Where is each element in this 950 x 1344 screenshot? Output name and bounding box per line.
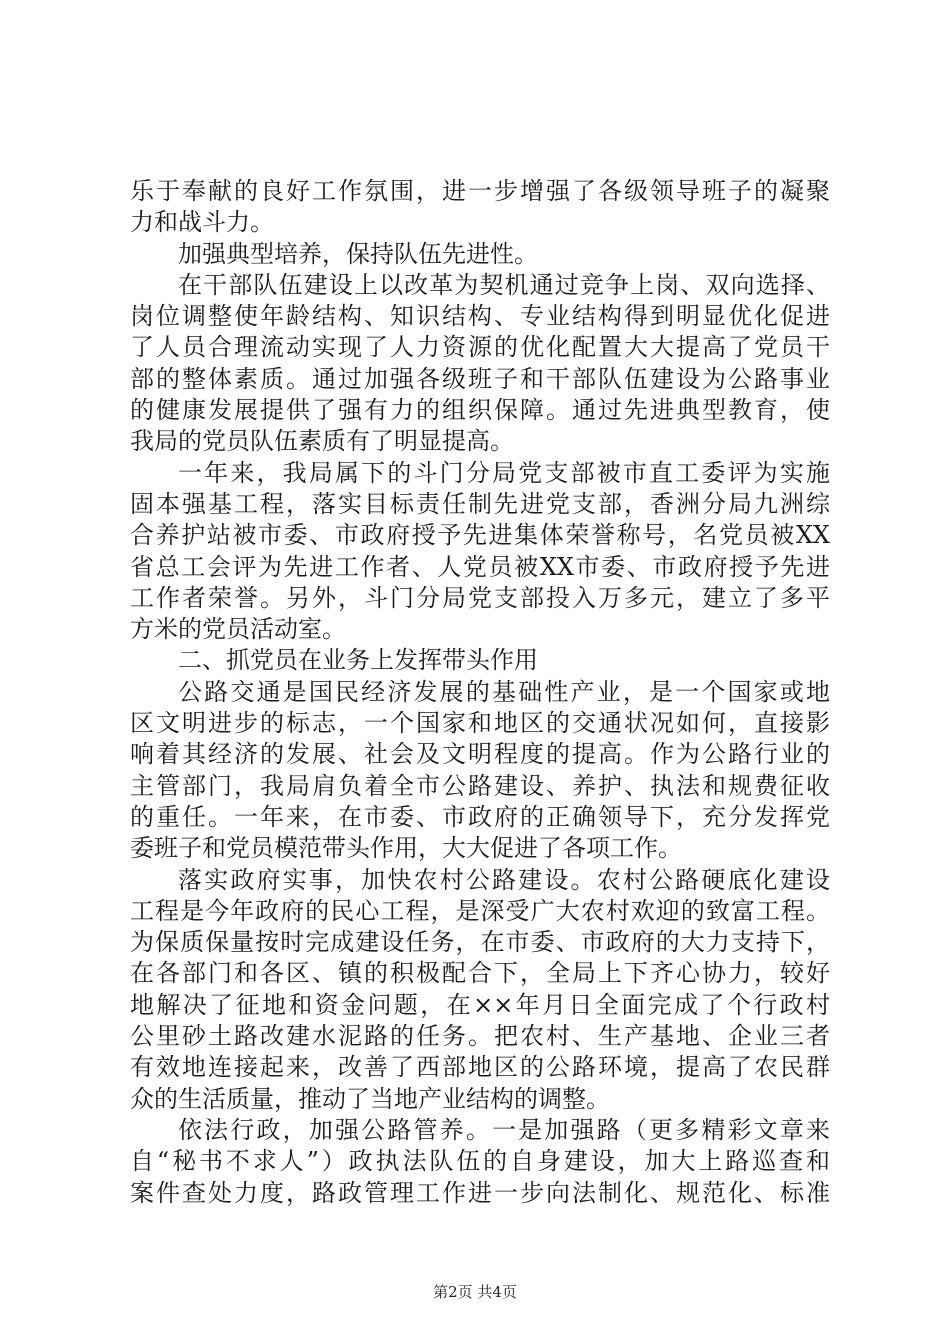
text-line: 工作者荣誉。另外，斗门分局党支部投入万多元，建立了多平	[130, 583, 830, 612]
text-line: 区文明进步的标志，一个国家和地区的交通状况如何，直接影	[130, 709, 830, 738]
text-line: 依法行政，加强公路管养。一是加强路（更多精彩文章来	[178, 1115, 830, 1144]
text-line: 我局的党员队伍素质有了明显提高。	[130, 427, 514, 456]
text-line: 主管部门，我局肩负着全市公路建设、养护、执法和规费征收	[130, 771, 830, 800]
page-footer	[0, 1282, 950, 1302]
document-body	[130, 176, 830, 1209]
text-line: 在干部队伍建设上以改革为契机通过竞争上岗、双向选择、	[178, 270, 830, 299]
text-line: 二、抓党员在业务上发挥带头作用	[178, 646, 538, 675]
text-line: 公里砂土路改建水泥路的任务。把农村、生产基地、企业三者	[130, 1022, 830, 1051]
text-line: 省总工会评为先进工作者、人党员被XX市委、市政府授予先进	[130, 552, 830, 581]
text-line: 自“秘书不求人”）政执法队伍的自身建设，加大上路巡查和	[130, 1147, 830, 1176]
text-line: 了人员合理流动实现了人力资源的优化配置大大提高了党员干	[130, 333, 830, 362]
text-line: 在各部门和各区、镇的积极配合下，全局上下齐心协力，较好	[130, 959, 830, 988]
page-number: 第2页 共4页	[433, 1283, 517, 1301]
text-line: 众的生活质量，推动了当地产业结构的调整。	[130, 1084, 610, 1113]
text-line: 响着其经济的发展、社会及文明程度的提高。作为公路行业的	[130, 740, 830, 769]
text-line: 委班子和党员模范带头作用，大大促进了各项工作。	[130, 834, 682, 863]
text-line: 岗位调整使年龄结构、知识结构、专业结构得到明显优化促进	[130, 302, 830, 331]
text-line: 加强典型培养，保持队伍先进性。	[178, 239, 538, 268]
text-line: 案件查处力度，路政管理工作进一步向法制化、规范化、标准	[130, 1178, 830, 1207]
text-line: 方米的党员活动室。	[130, 615, 346, 644]
text-line: 部的整体素质。通过加强各级班子和干部队伍建设为公路事业	[130, 364, 830, 393]
text-line: 工程是今年政府的民心工程，是深受广大农村欢迎的致富工程。	[130, 896, 830, 925]
text-line: 公路交通是国民经济发展的基础性产业，是一个国家或地	[178, 677, 830, 706]
text-line: 力和战斗力。	[130, 208, 274, 237]
text-line: 为保质保量按时完成建设任务，在市委、市政府的大力支持下，	[130, 928, 830, 957]
text-line: 的重任。一年来，在市委、市政府的正确领导下，充分发挥党	[130, 802, 830, 831]
text-line: 一年来，我局属下的斗门分局党支部被市直工委评为实施	[178, 458, 830, 487]
text-line: 的健康发展提供了强有力的组织保障。通过先进典型教育，使	[130, 396, 830, 425]
text-line: 落实政府实事，加快农村公路建设。农村公路硬底化建设	[178, 865, 830, 894]
text-line: 固本强基工程，落实目标责任制先进党支部，香洲分局九洲综	[130, 489, 830, 518]
text-line: 乐于奉献的良好工作氛围，进一步增强了各级领导班子的凝聚	[130, 177, 830, 205]
text-line: 地解决了征地和资金问题，在××年月日全面完成了个行政村	[130, 990, 830, 1019]
text-line: 合养护站被市委、市政府授予先进集体荣誉称号，名党员被XX	[130, 521, 830, 550]
text-line: 有效地连接起来，改善了西部地区的公路环境，提高了农民群	[130, 1053, 830, 1082]
